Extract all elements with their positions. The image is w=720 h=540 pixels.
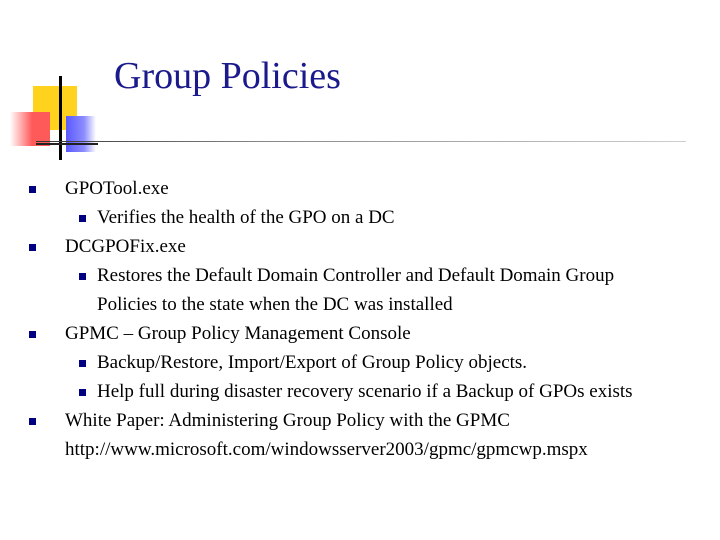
sub-bullet-text: Verifies the health of the GPO on a DC xyxy=(97,207,395,228)
title-underline-accent xyxy=(36,143,98,145)
title-underline xyxy=(36,141,686,142)
bullet-item xyxy=(0,406,720,435)
bullet-item xyxy=(0,174,720,203)
slide-title: Group Policies xyxy=(114,55,341,97)
bullet-text: GPOTool.exe xyxy=(65,178,169,199)
bullet-text: White Paper: Administering Group Policy with the GPMC xyxy=(65,410,510,431)
decor-blue-square xyxy=(66,116,96,152)
square-bullet-icon xyxy=(79,389,86,396)
square-bullet-icon xyxy=(29,418,36,425)
sub-bullet-item xyxy=(0,203,720,232)
square-bullet-icon xyxy=(29,186,36,193)
decor-vertical-line xyxy=(59,76,62,160)
bullet-item xyxy=(0,319,720,348)
square-bullet-icon xyxy=(79,215,86,222)
sub-bullet-item xyxy=(0,377,720,406)
bullet-text: DCGPOFix.exe xyxy=(65,236,186,257)
sub-bullet-text: Backup/Restore, Import/Export of Group Policy objects. xyxy=(97,352,528,373)
bullet-list xyxy=(0,174,720,464)
sub-bullet-text: Restores the Default Domain Controller and Default Domain Group xyxy=(97,265,615,286)
white-paper-url: http://www.microsoft.com/windowsserver2003/gpmc/gpmcwp.mspx xyxy=(65,439,588,460)
bullet-text: GPMC – Group Policy Management Console xyxy=(65,323,411,344)
sub-bullet-item xyxy=(0,348,720,377)
sub-bullet-item xyxy=(0,261,720,319)
sub-bullet-text-continued: Policies to the state when the DC was installed xyxy=(97,294,453,315)
sub-bullet-text: Help full during disaster recovery scenario if a Backup of GPOs exists xyxy=(97,381,633,402)
square-bullet-icon xyxy=(79,360,86,367)
square-bullet-icon xyxy=(29,244,36,251)
square-bullet-icon xyxy=(29,331,36,338)
square-bullet-icon xyxy=(79,273,86,280)
bullet-item xyxy=(0,232,720,261)
